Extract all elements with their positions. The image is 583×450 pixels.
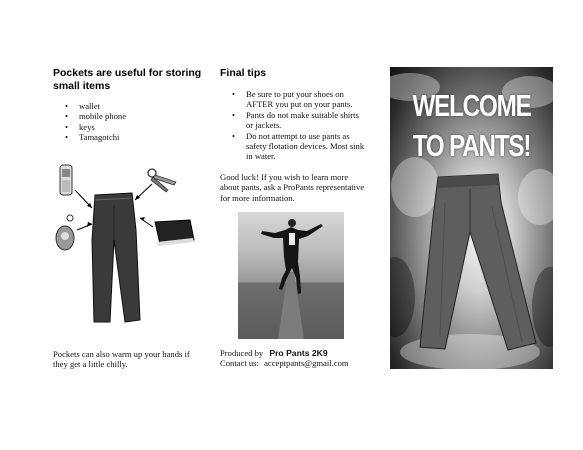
tips-list	[232, 89, 368, 162]
jumping-man-icon	[238, 212, 344, 339]
left-panel	[53, 67, 203, 143]
contact-email: acceptpants@gmail.com	[264, 358, 349, 369]
welcome-title-line1: WELCOME	[412, 88, 531, 123]
pockets-footer: Pockets can also warm up your hands if they get a little chilly.	[53, 349, 190, 370]
good-luck-text: Good luck! If you wish to learn more about pants, ask a ProPants representative for more information.	[220, 171, 365, 203]
pocket-items-list	[65, 101, 203, 143]
producer-info	[220, 348, 370, 369]
cover-panel	[390, 67, 553, 369]
list-item: • keys	[65, 122, 203, 132]
list-item: • mobile phone	[65, 111, 203, 121]
list-item: • Tamagotchi	[65, 132, 203, 142]
list-item: • Pants do not make suitable shirts or jackets.	[232, 110, 368, 131]
wallet-icon	[155, 220, 194, 246]
jumping-man-photo	[238, 212, 344, 339]
pants-icon	[92, 193, 140, 322]
list-item: • Do not attempt to use pants as safety flotation devices. Most sink in water.	[232, 131, 368, 162]
list-item: • Be sure to put your shoes on AFTER you put on your pants.	[232, 89, 368, 110]
contact-label: Contact us:	[220, 358, 259, 369]
produced-by-label: Produced by	[220, 348, 264, 358]
middle-panel	[220, 67, 368, 203]
list-item: • wallet	[65, 101, 203, 111]
pockets-heading: Pockets are useful for storing small items	[53, 67, 202, 92]
pants-pocket-illustration	[50, 160, 200, 325]
pants-image	[390, 67, 553, 369]
tamagotchi-icon	[56, 215, 74, 250]
welcome-title-line2: TO PANTS!	[412, 128, 531, 163]
produced-by-name: Pro Pants 2K9	[269, 348, 328, 358]
keys-icon	[148, 169, 176, 192]
final-tips-heading: Final tips	[220, 67, 267, 79]
mobile-phone-icon	[60, 165, 72, 195]
